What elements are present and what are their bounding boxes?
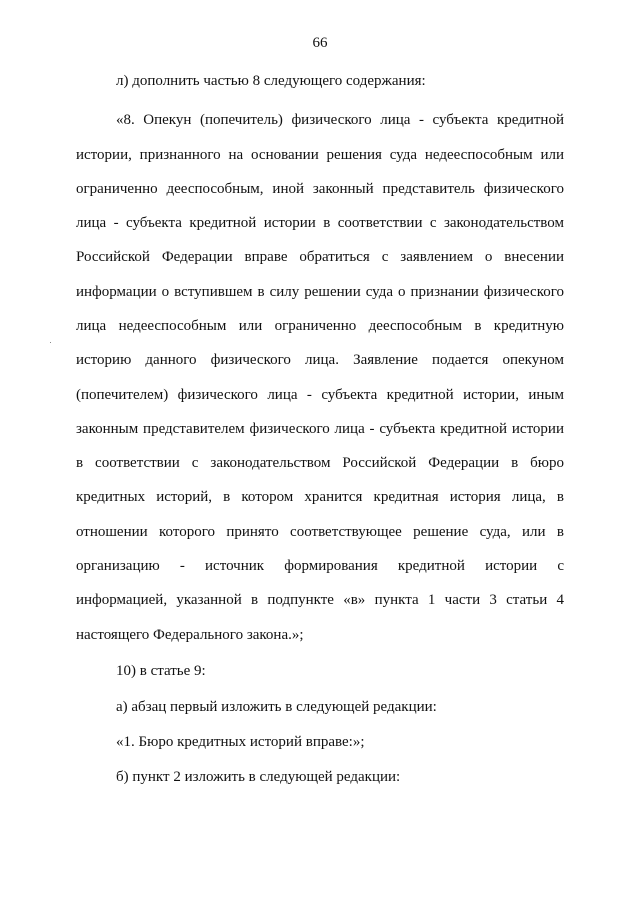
- paragraph-item-a: а) абзац первый изложить в следующей редакции:: [116, 699, 437, 715]
- part8-line-14: организацию - источник формирования кредитной истории с: [76, 558, 564, 574]
- paragraph-item-l: л) дополнить частью 8 следующего содержания:: [116, 73, 426, 89]
- page-number: 66: [312, 35, 328, 51]
- part8-line-9: (попечителем) физического лица - субъекта кредитной истории, иным: [76, 387, 564, 403]
- part8-line-1: «8. Опекун (попечитель) физического лица - субъекта кредитной: [116, 112, 564, 128]
- part8-line-12: кредитных историй, в котором хранится кредитная история лица, в: [76, 489, 564, 505]
- part8-line-5: Российской Федерации вправе обратиться с заявлением о внесении: [76, 249, 564, 265]
- part8-line-13: отношении которого принято соответствующее решение суда, или в: [76, 524, 564, 540]
- part8-line-10: законным представителем физического лица - субъекта кредитной истории: [76, 421, 564, 437]
- part8-line-7: лица недееспособным или ограниченно дееспособным в кредитную: [76, 318, 564, 334]
- part8-line-4: лица - субъекта кредитной истории в соответствии с законодательством: [76, 215, 564, 231]
- part8-line-3: ограниченно дееспособным, иной законный представитель физического: [76, 181, 564, 197]
- paragraph-item-10: 10) в статье 9:: [116, 663, 206, 679]
- part8-line-6: информации о вступившем в силу решении суда о признании физического: [76, 284, 564, 300]
- paragraph-quote-1: «1. Бюро кредитных историй вправе:»;: [116, 734, 365, 750]
- part8-line-8: историю данного физического лица. Заявление подается опекуном: [76, 352, 564, 368]
- paragraph-item-b: б) пункт 2 изложить в следующей редакции:: [116, 769, 401, 785]
- scan-speck: [50, 342, 51, 343]
- part8-line-11: в соответствии с законодательством Российской Федерации в бюро: [76, 455, 564, 471]
- part8-line-15: информацией, указанной в подпункте «в» пункта 1 части 3 статьи 4: [76, 592, 564, 608]
- part8-line-16: настоящего Федерального закона.»;: [76, 627, 304, 643]
- part8-line-2: истории, признанного на основании решения суда недееспособным или: [76, 147, 564, 163]
